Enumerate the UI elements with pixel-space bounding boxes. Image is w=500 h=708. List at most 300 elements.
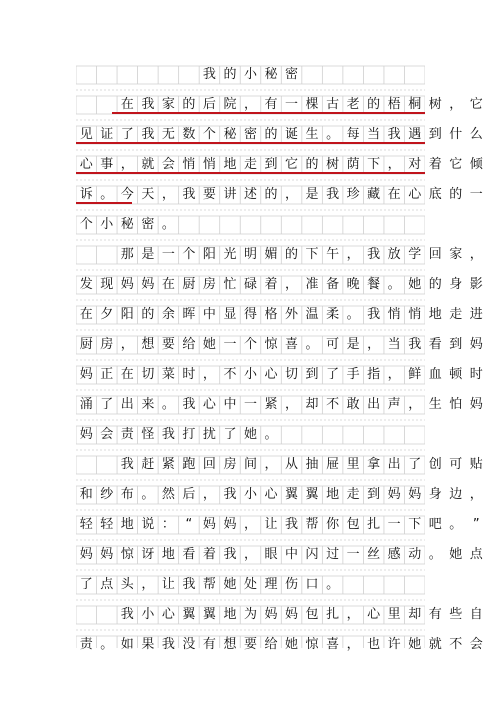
grid-character: 在 (161, 277, 175, 292)
grid-character: 要 (161, 337, 175, 352)
grid-character: ， (346, 637, 360, 652)
grid-character: 生 (428, 397, 442, 412)
grid-character: 点 (469, 547, 483, 562)
grid-character: 我 (285, 517, 299, 532)
essay-line (76, 216, 425, 234)
grid-character: 妈 (469, 397, 483, 412)
grid-character: 我 (161, 427, 175, 442)
grid-character: 显 (223, 307, 237, 322)
grid-character: 那 (120, 247, 134, 262)
red-underline (112, 112, 425, 114)
grid-character: 里 (346, 457, 360, 472)
grid-character: 贴 (469, 457, 483, 472)
grid-character: 见 (79, 127, 93, 142)
grid-character: 学 (408, 247, 422, 262)
grid-character: 。 (428, 547, 442, 562)
grid-character: 不 (449, 637, 463, 652)
grid-character: 晖 (182, 307, 196, 322)
grid-character: 菜 (161, 367, 175, 382)
grid-character: 口 (305, 577, 319, 592)
grid-character: 后 (202, 97, 216, 112)
grid-character: 出 (387, 457, 401, 472)
grid-character: 。 (264, 427, 278, 442)
grid-character: 得 (243, 307, 257, 322)
grid-character: 在 (120, 367, 134, 382)
grid-character: 我 (223, 547, 237, 562)
essay-line (76, 486, 483, 504)
grid-character: 她 (202, 337, 216, 352)
grid-character: 下 (408, 517, 422, 532)
grid-character: 身 (428, 487, 442, 502)
grid-character: 的 (223, 67, 237, 82)
essay-line (76, 546, 483, 564)
grid-character: 妈 (100, 547, 114, 562)
grid-character: 碌 (243, 277, 257, 292)
grid-character: 会 (161, 157, 175, 172)
grid-character: 的 (285, 247, 299, 262)
grid-character: 包 (305, 607, 319, 622)
grid-character: 一 (387, 517, 401, 532)
grid-character: 心 (264, 367, 278, 382)
grid-character: 密 (243, 127, 257, 142)
grid-character: 我 (182, 397, 196, 412)
grid-character: 心 (161, 607, 175, 622)
grid-character: ， (202, 487, 216, 502)
grid-character: ， (387, 367, 401, 382)
grid-character: 密 (141, 217, 155, 232)
grid-character: 地 (161, 547, 175, 562)
grid-character: ， (469, 247, 483, 262)
grid-character: 么 (469, 127, 483, 142)
grid-character: 秘 (120, 217, 134, 232)
grid-character: 闪 (305, 547, 319, 562)
grid-character: 秘 (264, 67, 278, 82)
grid-character: 她 (408, 637, 422, 652)
grid-character: 。 (326, 577, 340, 592)
grid-character: 有 (428, 607, 442, 622)
grid-character: 心 (408, 187, 422, 202)
grid-character: 布 (120, 487, 134, 502)
grid-character: 下 (305, 247, 319, 262)
grid-character: 我 (141, 97, 155, 112)
essay-line (76, 576, 425, 594)
grid-character: 数 (182, 127, 196, 142)
grid-character: 切 (141, 367, 155, 382)
grid-character: 的 (428, 277, 442, 292)
grid-character: 一 (161, 247, 175, 262)
grid-character: 些 (449, 607, 463, 622)
grid-character: 阳 (120, 307, 134, 322)
grid-character: 妈 (79, 547, 93, 562)
grid-character: 悄 (408, 307, 422, 322)
grid-character: 时 (182, 367, 196, 382)
grid-character: 心 (367, 607, 381, 622)
grid-character: 媚 (264, 247, 278, 262)
grid-character: 到 (367, 487, 381, 502)
grid-character: 事 (100, 157, 114, 172)
grid-character: 怕 (449, 397, 463, 412)
grid-character: 怪 (141, 427, 155, 442)
grid-character: 走 (449, 307, 463, 322)
grid-character: 密 (285, 67, 299, 82)
grid-character: 。 (100, 187, 114, 202)
grid-character: 在 (387, 187, 401, 202)
grid-character: ： (161, 517, 175, 532)
grid-character: 讲 (223, 187, 237, 202)
grid-character: 倾 (469, 157, 483, 172)
grid-character: 的 (182, 97, 196, 112)
grid-character: 正 (100, 367, 114, 382)
grid-character: 惊 (264, 337, 278, 352)
grid-character: ， (243, 547, 257, 562)
grid-character: ， (346, 247, 360, 262)
essay-title (76, 66, 425, 84)
grid-character: 看 (182, 547, 196, 562)
grid-character: 诉 (79, 187, 93, 202)
grid-character: 心 (264, 487, 278, 502)
grid-character: ， (120, 337, 134, 352)
grid-character: 可 (449, 457, 463, 472)
grid-character: 帮 (202, 577, 216, 592)
grid-character: 自 (469, 607, 483, 622)
grid-character: 从 (285, 457, 299, 472)
grid-character: 个 (243, 337, 257, 352)
grid-character: 来 (141, 397, 155, 412)
grid-character: 却 (305, 397, 319, 412)
grid-character: 到 (305, 367, 319, 382)
grid-character: 中 (285, 547, 299, 562)
grid-character: 伤 (285, 577, 299, 592)
grid-character: 她 (285, 637, 299, 652)
grid-character: 可 (326, 337, 340, 352)
grid-character: 着 (428, 157, 442, 172)
essay-line (76, 456, 483, 474)
grid-character: 处 (243, 577, 257, 592)
grid-character: 手 (346, 367, 360, 382)
grid-character: 我 (182, 577, 196, 592)
grid-character: 家 (161, 97, 175, 112)
grid-character: 无 (161, 127, 175, 142)
grid-character: 着 (264, 277, 278, 292)
grid-character: 妈 (79, 427, 93, 442)
grid-character: 在 (79, 307, 93, 322)
grid-character: 到 (428, 127, 442, 142)
grid-character: 到 (449, 337, 463, 352)
grid-character: 厨 (79, 337, 93, 352)
grid-character: 柔 (326, 307, 340, 322)
grid-character: 明 (243, 247, 257, 262)
grid-character: 着 (202, 547, 216, 562)
grid-character: 午 (326, 247, 340, 262)
grid-character: 小 (100, 217, 114, 232)
grid-character: 如 (120, 637, 134, 652)
grid-character: 紧 (161, 457, 175, 472)
grid-character: 诞 (285, 127, 299, 142)
grid-character: 却 (408, 607, 422, 622)
grid-character: 惊 (120, 547, 134, 562)
grid-character: 悄 (202, 157, 216, 172)
grid-character: 到 (264, 157, 278, 172)
grid-character: 放 (387, 247, 401, 262)
grid-character: 了 (100, 397, 114, 412)
grid-character: ， (202, 367, 216, 382)
grid-character: 的 (141, 307, 155, 322)
grid-character: 走 (243, 157, 257, 172)
grid-character: 温 (305, 307, 319, 322)
grid-character: 责 (79, 637, 93, 652)
grid-character: 。 (100, 637, 114, 652)
grid-character: 出 (367, 397, 381, 412)
grid-character: 个 (202, 127, 216, 142)
grid-character: 天 (141, 187, 155, 202)
grid-character: 和 (79, 487, 93, 502)
grid-character: 外 (285, 307, 299, 322)
grid-character: 不 (223, 367, 237, 382)
grid-character: 影 (469, 277, 483, 292)
grid-character: 扎 (326, 607, 340, 622)
grid-character: 让 (264, 517, 278, 532)
grid-character: 包 (346, 517, 360, 532)
grid-character: 是 (141, 247, 155, 262)
grid-character: 一 (223, 337, 237, 352)
grid-character: 了 (326, 367, 340, 382)
grid-character: 我 (367, 247, 381, 262)
grid-character: 。 (346, 307, 360, 322)
grid-character: 进 (469, 307, 483, 322)
grid-character: 餐 (367, 277, 381, 292)
essay-line (76, 396, 483, 414)
grid-character: ， (285, 187, 299, 202)
grid-character: 理 (264, 577, 278, 592)
grid-character: 让 (161, 577, 175, 592)
grid-character: 房 (100, 337, 114, 352)
grid-character: 妈 (469, 337, 483, 352)
grid-character: 间 (243, 457, 257, 472)
grid-character: 地 (428, 307, 442, 322)
grid-character: 的 (264, 127, 278, 142)
grid-character: ， (387, 157, 401, 172)
grid-character: 。 (305, 337, 319, 352)
red-underline (76, 202, 132, 204)
grid-character: 然 (161, 487, 175, 502)
grid-character: 小 (141, 607, 155, 622)
composition-sheet (76, 60, 483, 652)
grid-character: ， (408, 397, 422, 412)
grid-character: 打 (182, 427, 196, 442)
grid-character: 翼 (182, 607, 196, 622)
grid-character: 想 (223, 637, 237, 652)
grid-character: 扎 (367, 517, 381, 532)
essay-line (76, 306, 483, 324)
grid-character: 吧 (428, 517, 442, 532)
grid-character: 轻 (79, 517, 93, 532)
grid-character: 责 (120, 427, 134, 442)
grid-character: ， (285, 397, 299, 412)
grid-character: 的 (264, 187, 278, 202)
grid-character: 古 (326, 97, 340, 112)
red-underline (76, 172, 425, 174)
grid-character: ， (449, 97, 463, 112)
essay-line (76, 426, 425, 444)
grid-character: 要 (243, 637, 257, 652)
grid-character: 顿 (449, 367, 463, 382)
grid-character: 当 (387, 337, 401, 352)
grid-character: 院 (223, 97, 237, 112)
grid-character: 房 (223, 457, 237, 472)
grid-character: 有 (264, 97, 278, 112)
grid-character: 棵 (305, 97, 319, 112)
grid-character: 妈 (264, 607, 278, 622)
grid-character: 不 (326, 397, 340, 412)
grid-character: 心 (79, 157, 93, 172)
grid-character: 妈 (79, 367, 93, 382)
grid-character: 妈 (141, 277, 155, 292)
grid-character: ， (120, 157, 134, 172)
grid-character: 会 (469, 637, 483, 652)
grid-character: 妈 (408, 487, 422, 502)
grid-character: 走 (346, 487, 360, 502)
grid-character: 小 (243, 487, 257, 502)
grid-character: 喜 (285, 337, 299, 352)
grid-character: 是 (346, 337, 360, 352)
grid-character: 声 (387, 397, 401, 412)
grid-character: 底 (428, 187, 442, 202)
grid-character: 边 (449, 487, 463, 502)
grid-character: 扰 (202, 427, 216, 442)
grid-character: 翼 (305, 487, 319, 502)
grid-character: ， (346, 607, 360, 622)
essay-line (76, 606, 483, 624)
grid-character: 藏 (367, 187, 381, 202)
grid-character: 为 (243, 607, 257, 622)
grid-character: 地 (223, 607, 237, 622)
grid-character: 的 (449, 187, 463, 202)
grid-character: 生 (305, 127, 319, 142)
grid-character: 感 (387, 547, 401, 562)
grid-character: 房 (202, 277, 216, 292)
grid-character: ， (264, 457, 278, 472)
grid-character: 。 (387, 277, 401, 292)
grid-character: 喜 (326, 637, 340, 652)
grid-character: 。 (161, 397, 175, 412)
grid-character: 余 (161, 307, 175, 322)
grid-character: “ (185, 517, 193, 532)
grid-character: 头 (120, 577, 134, 592)
grid-character: 敢 (346, 397, 360, 412)
grid-character: 也 (367, 637, 381, 652)
grid-character: 时 (469, 367, 483, 382)
grid-character: 妈 (285, 607, 299, 622)
grid-character: 后 (182, 487, 196, 502)
grid-character: 我 (120, 607, 134, 622)
grid-character: 说 (141, 517, 155, 532)
grid-character: 我 (182, 187, 196, 202)
grid-character: 有 (202, 637, 216, 652)
grid-character: 丝 (367, 547, 381, 562)
grid-character: 给 (182, 337, 196, 352)
grid-character: 了 (408, 457, 422, 472)
grid-character: 看 (428, 337, 442, 352)
grid-character: 鲜 (408, 367, 422, 382)
grid-character: 血 (428, 367, 442, 382)
grid-character: 她 (243, 427, 257, 442)
grid-character: 当 (367, 127, 381, 142)
grid-character: 它 (285, 157, 299, 172)
grid-character: 今 (120, 187, 134, 202)
grid-character: 点 (100, 577, 114, 592)
grid-character: 果 (141, 637, 155, 652)
grid-character: 地 (120, 517, 134, 532)
grid-character: 荫 (346, 157, 360, 172)
grid-character: 帮 (305, 517, 319, 532)
grid-character: 光 (223, 247, 237, 262)
grid-character: 就 (428, 637, 442, 652)
grid-character: 妈 (223, 517, 237, 532)
grid-character: 会 (100, 427, 114, 442)
grid-character: 夕 (100, 307, 114, 322)
grid-character: 个 (79, 217, 93, 232)
grid-character: 小 (243, 367, 257, 382)
grid-character: 眼 (264, 547, 278, 562)
grid-character: 跑 (182, 457, 196, 472)
grid-character: 切 (285, 367, 299, 382)
grid-character: 厨 (182, 277, 196, 292)
grid-character: 你 (326, 517, 340, 532)
grid-character: 我 (141, 127, 155, 142)
grid-character: 紧 (264, 397, 278, 412)
grid-character: 拿 (367, 457, 381, 472)
essay-line (76, 246, 483, 264)
grid-character: 回 (428, 247, 442, 262)
grid-character: ， (243, 97, 257, 112)
grid-character: 的 (305, 157, 319, 172)
grid-character: 它 (469, 97, 483, 112)
grid-character: 。 (161, 217, 175, 232)
grid-character: 翼 (202, 607, 216, 622)
grid-character: 我 (223, 487, 237, 502)
grid-character: 。 (141, 487, 155, 502)
grid-character: 了 (120, 127, 134, 142)
essay-line (76, 336, 483, 354)
grid-character: 回 (202, 457, 216, 472)
grid-character: 格 (264, 307, 278, 322)
grid-character: 发 (79, 277, 93, 292)
grid-character: 我 (326, 187, 340, 202)
grid-character: 想 (141, 337, 155, 352)
grid-character: 树 (326, 157, 340, 172)
grid-character: 桐 (408, 97, 422, 112)
essay-line (76, 276, 483, 294)
grid-character: 忙 (223, 277, 237, 292)
grid-character: 阳 (202, 247, 216, 262)
grid-character: ， (243, 517, 257, 532)
grid-character: 出 (120, 397, 134, 412)
grid-character: 遇 (408, 127, 422, 142)
grid-character: 我 (408, 337, 422, 352)
grid-character: 珍 (346, 187, 360, 202)
grid-character: 中 (223, 397, 237, 412)
grid-character: 就 (141, 157, 155, 172)
grid-character: 地 (223, 157, 237, 172)
grid-character: 轻 (100, 517, 114, 532)
grid-character: ， (285, 277, 299, 292)
grid-character: 地 (326, 487, 340, 502)
grid-character: 树 (428, 97, 442, 112)
grid-character: 家 (449, 247, 463, 262)
essay-line (76, 516, 480, 534)
grid-character: 备 (326, 277, 340, 292)
grid-character: 她 (449, 547, 463, 562)
